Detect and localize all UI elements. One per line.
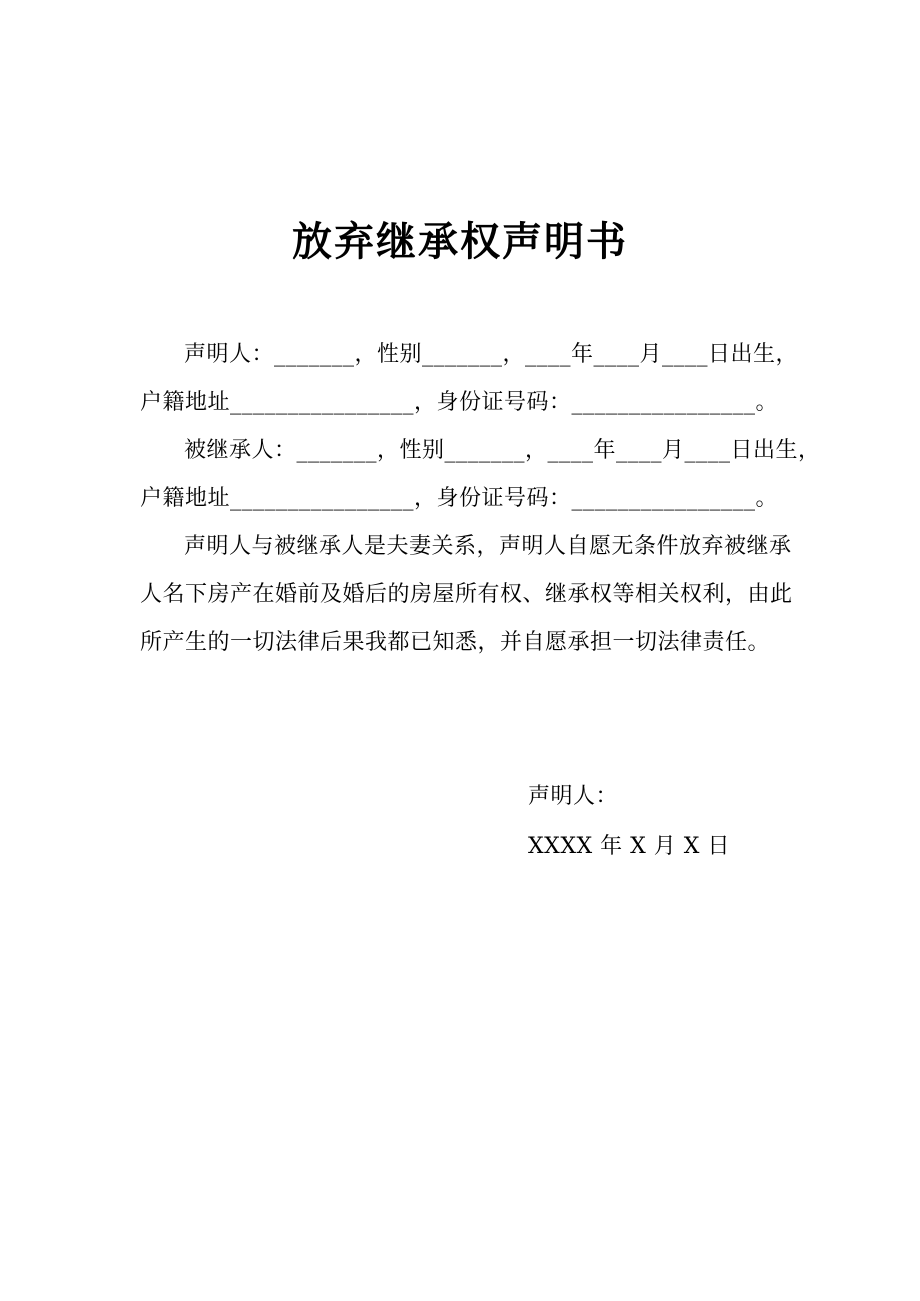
declaration-statement-line-2: 人名下房产在婚前及婚后的房屋所有权、继承权等相关权利，由此	[140, 582, 793, 607]
signature-block	[528, 772, 730, 872]
declaration-statement-line-3: 所产生的一切法律后果我都已知悉，并自愿承担一切法律责任。	[140, 630, 771, 655]
declarant-identity-line: 声明人：_______，性别_______，____年____月____日出生，	[184, 342, 799, 367]
signature-signer-label: 声明人：	[528, 784, 619, 809]
document-title: 放弃继承权声明书	[292, 218, 628, 265]
declaration-statement-line-1: 声明人与被继承人是夫妻关系，声明人自愿无条件放弃被继承	[184, 534, 792, 559]
document-body	[140, 331, 821, 667]
decedent-identity-line: 被继承人：_______，性别_______，____年____月____日出生，	[184, 438, 821, 463]
signature-date: XXXX 年 X 月 X 日	[528, 834, 730, 859]
declarant-address-id-line: 户籍地址________________，身份证号码：________________。	[140, 390, 779, 415]
decedent-address-id-line: 户籍地址________________，身份证号码：________________。	[140, 486, 779, 511]
